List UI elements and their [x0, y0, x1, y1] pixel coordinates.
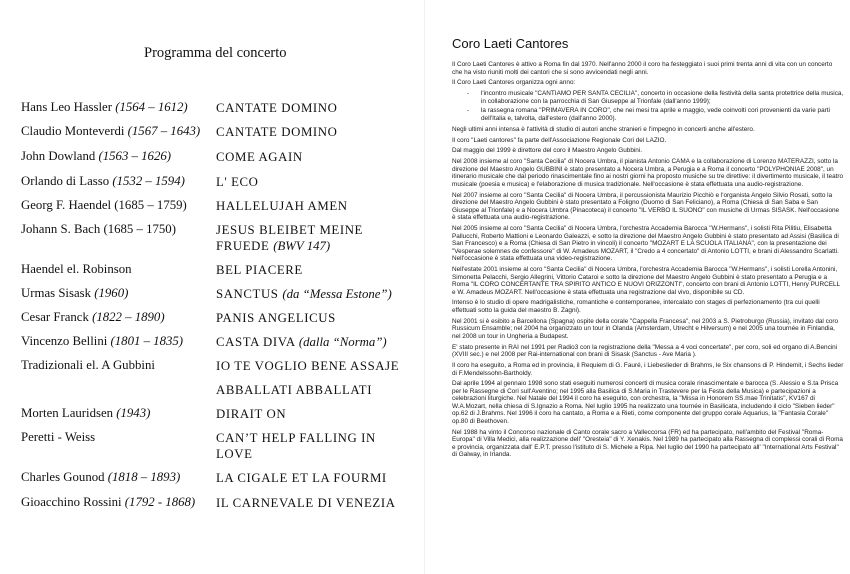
annual-events-list [452, 90, 844, 122]
composer-dates: (1801 – 1835) [110, 334, 184, 348]
piece [216, 100, 416, 116]
composer [21, 262, 132, 277]
composer-name: Morten Lauridsen [21, 406, 114, 420]
piece [216, 358, 416, 374]
piece-title: CANTATE DOMINO [216, 125, 338, 139]
composer-dates: (1567 – 1643) [127, 124, 201, 138]
piece [216, 149, 416, 165]
bio-paragraph: E' stato presente in RAI nel 1991 per Radio3 con la registrazione della "Messa a 4 voci concertate", per coro, soli ed organo di A.Bencini (XVIII sec.) e nel 2008 per Rai-international con brani di Sisask (Sanctus - Ave Maria ). [452, 343, 838, 359]
choir-bio-page [425, 0, 850, 574]
choir-title: Coro Laeti Cantores [452, 36, 569, 51]
composer-dates: (1822 – 1890) [92, 310, 165, 324]
bio-paragraph: Nel 2001 si è esibito a Barcellona (Spagna) ospite della corale "Cappella Francesa", nel 2003 a S. Pietroburgo (Russia), invitato dal coro Russicum Ensamble; nel 2004 ha organizzato un tour in Olanda (Amsterdam, Utrecht e Hilversum) e nel 2005 una tournée in Finlandia, nel 2008 un tour in Ungheria a Budapest. [452, 317, 839, 340]
composer-dates: (1792 - 1868) [124, 495, 196, 509]
piece [216, 310, 416, 326]
composer-dates: (1564 – 1612) [115, 100, 188, 114]
composer-name: Charles Gounod [21, 470, 105, 484]
bio-paragraph: Il coro "Laeti cantores" fa parte dell'Associazione Regionale Cori del LAZIO. [452, 136, 667, 144]
composer-dates: (1960) [94, 286, 129, 300]
bio-paragraph: Il coro ha eseguito, a Roma ed in provincia, il Requiem di G. Fauré, i Liebeslieder di Brahms, le Six chansons di P. Hindemit, i Sechs lieder di F.Mendelssohn-Bartholdy. [452, 362, 844, 377]
piece [216, 470, 416, 486]
piece-title: BEL PIACERE [216, 263, 303, 277]
bio-paragraph: Nel 1988 ha vinto il Concorso nazionale di Canto corale sacro a Valleccorsa (FR) ed ha partecipato, nell'ambito del Festival "Roma-Europa" di Villa Medici, alla realizzazione dell' "Oresteia" di Y. Xenakis. Nel 1989 ha partecipato alla Rassegna di complessi corali di Roma e provincia, organizzata dall' E.P.T. presso l'istituto di S. Michele a Ripa. Nel luglio del 1990 ha partecipato all' "International Arts Festival" di Galway, in Irlanda. [452, 428, 843, 459]
annual-event-item: - l'incontro musicale "CANTIAMO PER SANTA CECILIA", concerto in occasione della festività della santa protettrice della musica, in collaborazione con la parrocchia di San Giuseppe al Trionfale (dall'anno 1999); [481, 90, 844, 105]
piece [216, 124, 416, 140]
piece [216, 222, 416, 254]
composer-dates: (1532 – 1594) [112, 174, 185, 188]
piece [216, 382, 416, 398]
bio-intro: Il Coro Laeti Cantores è attivo a Roma fin dal 1970. Nell'anno 2000 il coro ha festeggiato i suoi primi trenta anni di vita con un concerto che ha visto riuniti molti dei cantori che si sono avvicendati negli anni. [452, 61, 833, 76]
bio-paragraph: Nel 2008 insieme al coro "Santa Cecilia" di Nocera Umbra, il pianista Antonio CAMA e la collaborazione di Lorenzo MATERAZZI, sotto la direzione del Maestro Angelo GUBBINI è stato presentato a Nocera Umbra, a Perugia e a Roma il concerto "POLYPHONIAE 2008", un itinerario musicale che dal periodo rinascimentale fino ai nostri giorni ha proposto musiche su tre direttive: il divertimento musicale, il teatro musicale (poesia e musica) e l'elaborazione di musica tradizionale. Nell'occasione è stata effettuata una audio-registrazione. [452, 158, 844, 188]
piece-note: (BWV 147) [273, 239, 331, 253]
composer-name: Urmas Sisask [21, 286, 92, 300]
piece-title: CAN’T HELP FALLING IN LOVE [216, 431, 376, 461]
bio-paragraph: Intenso è lo studio di opere madrigalistiche, romantiche e contemporanee, intercalato con stages di perfezionamento (tra cui quelli effettuati sotto la guida del maestro B. Zagni). [452, 299, 820, 314]
bio-paragraph: Nel 2007 insieme al coro "Santa Cecilia" di Nocera Umbra, il percussionista Maurizio Picchiò e l'organista Angelo Silvio Rosati, sotto la direzione del Maestro Angelo Gubbini è stato presentato a Foligno (Duomo di San Feliciano), a Roma (Chiesa di San Saba e San Giuseppe al Trionfale) e a Nocera Umbra (Pinacoteca) il concerto "IL VERBO IL SUONO" con musiche di Urmas SISASK. Nell'occasione è stata effettuata una audio-registrazione. [452, 191, 840, 222]
piece [216, 174, 416, 190]
piece [216, 430, 416, 462]
composer-name: Peretti - Weiss [21, 430, 96, 444]
composer-name: Cesar Franck [21, 310, 89, 324]
composer-dates: (1563 – 1626) [98, 149, 172, 163]
composer-dates: (1818 – 1893) [107, 470, 181, 484]
piece-title: CASTA DIVA [216, 335, 296, 349]
piece-title: CANTATE DOMINO [216, 101, 338, 115]
composer [21, 310, 165, 325]
bio-paragraph: Dal maggio del 1999 è direttore del coro il Maestro Angelo Gubbini. [452, 147, 643, 155]
piece-title: PANIS ANGELICUS [216, 311, 336, 325]
piece-title: L' ECO [216, 175, 259, 189]
composer-name: John Dowland [21, 149, 96, 163]
composer [21, 334, 183, 349]
bio-paragraph: Nel 2005 insieme al coro "Santa Cecilia" di Nocera Umbra, l'orchestra Accademia Barocca "W.Hermans", i solisti Rita Pilitiu, Elisabetta Pallucchi, Roberto Mattioni e Leonardo Galeazzi, e sotto la direzione del Maestro Angelo Gubbini è stato presentato ad Assisi (Basilica di San Francesco) e a Roma (Chiesa di San Pietro in vincoli) il concerto "MOZART E LA SCUOLA ITALIANA", con la presentazione dei "Vesperae solemnes de confessore" di W. Amadeus MOZART, il "Credo a 4 concertato" di Antonio LOTTI, e brani di Alessandro Scarlatti. Nell'occasione è stata effettuata una video-registrazione. [452, 225, 839, 263]
piece [216, 198, 416, 214]
composer-name: Claudio Monteverdi [21, 124, 125, 138]
piece [216, 406, 416, 422]
composer [21, 495, 195, 510]
piece-title: HALLELUJAH AMEN [216, 199, 348, 213]
bio-paragraph: Nell'estate 2001 insieme al coro "Santa Cecilia" di Nocera Umbra, l'orchestra Accademia Barocca "W.Hermans", i solisti Lorella Antonini, Simonetta Pelacchi, Sergio Allegrini, Vittorio Cataroi e sotto la direzione del Maestro Angelo Gubbini è stato presentato a Perugia e a Roma "IL CORO CONCERTANTE TRA SPIRITO ANTICO E NUOVI ORIZZONTI", concerto con brani di Antonio LOTTI, Henry PURCELL e W. Amadeus MOZART. Nell'occasione è stata effettuata una registrazione dal vivo, disponibile su CD. [452, 266, 840, 296]
piece-title: IL CARNEVALE DI VENEZIA [216, 496, 396, 510]
composer-name: Johann S. Bach (1685 – 1750) [21, 222, 176, 236]
program-title: Programma del concerto [144, 45, 287, 61]
composer [21, 222, 176, 237]
composer-dates: (1943) [116, 406, 151, 420]
bio-paragraph: Negli ultimi anni intensa è l'attività di studio di autori anche stranieri e l'impegno in concerti anche all'estero. [452, 125, 755, 133]
composer [21, 358, 155, 373]
composer-name: Hans Leo Hassler [21, 100, 112, 114]
piece-title: LA CIGALE ET LA FOURMI [216, 471, 387, 485]
piece-title: ABBALLATI ABBALLATI [216, 383, 373, 397]
bio-paragraph: Dal aprile 1994 al gennaio 1998 sono stati eseguiti numerosi concerti di musica corale rinascimentale e barocca (S. Alessio e S.ta Prisca per le Rassegne di Cori sull'Aventino; nel 1995 alla Basilica di S.Maria in Trastevere per la Festa della Musica) e partecipazioni a celebrazioni liturgiche. Nel Natale del 1994 il coro ha eseguito, con orchestra, la "Missa in Honorem SS.mae Trinitatis", KV167 di W.A.Mozart, nella chiesa di S.Ignazio a Roma. Nel luglio 1995 ha realizzato una tournée in Basilicata, includendo il ciclo "Sieben lieder" op.62 di J.Brahms. Nel 1996 il coro ha cantato, a Roma e a Rieti, come componente del gruppo corale Aquarius, la "Fantasia Corale" op.80 di Beethoven. [452, 380, 839, 425]
piece-note: (dalla “Norma”) [298, 335, 387, 349]
composer-name: Haendel el. Robinson [21, 262, 132, 276]
piece [216, 334, 416, 350]
composer-name: Tradizionali el. A Gubbini [21, 358, 155, 372]
composer [21, 124, 200, 139]
annual-event-item: - la rassegna romana "PRIMAVERA IN CORO", che nei mesi tra aprile e maggio, vede coinvolti cori provenienti da varie parti dell'Italia e, talvolta, dall'estero (dall'anno 2000). [481, 107, 844, 122]
composer-name: Georg F. Haendel (1685 – 1759) [21, 198, 187, 212]
composer-name: Vincenzo Bellini [21, 334, 108, 348]
piece-title: SANCTUS [216, 287, 279, 301]
composer [21, 100, 188, 115]
piece-title: DIRAIT ON [216, 407, 287, 421]
composer [21, 430, 95, 445]
composer [21, 174, 185, 189]
composer-name: Orlando di Lasso [21, 174, 110, 188]
piece [216, 286, 416, 302]
piece-title: JESUS BLEIBET MEINE FRUEDE [216, 223, 363, 253]
composer-name: Gioacchino Rossini [21, 495, 122, 509]
composer [21, 470, 180, 485]
composer [21, 286, 128, 301]
piece-title: COME AGAIN [216, 150, 303, 164]
piece [216, 262, 416, 278]
bio-organizes-label: Il Coro Laeti Cantores organizza ogni anno: [452, 79, 576, 87]
composer [21, 198, 187, 213]
piece [216, 495, 416, 511]
piece-title: IO TE VOGLIO BENE ASSAJE [216, 359, 400, 373]
composer [21, 406, 150, 421]
composer [21, 149, 171, 164]
choir-bio-text [452, 61, 844, 462]
piece-note: (da “Messa Estone”) [282, 287, 392, 301]
